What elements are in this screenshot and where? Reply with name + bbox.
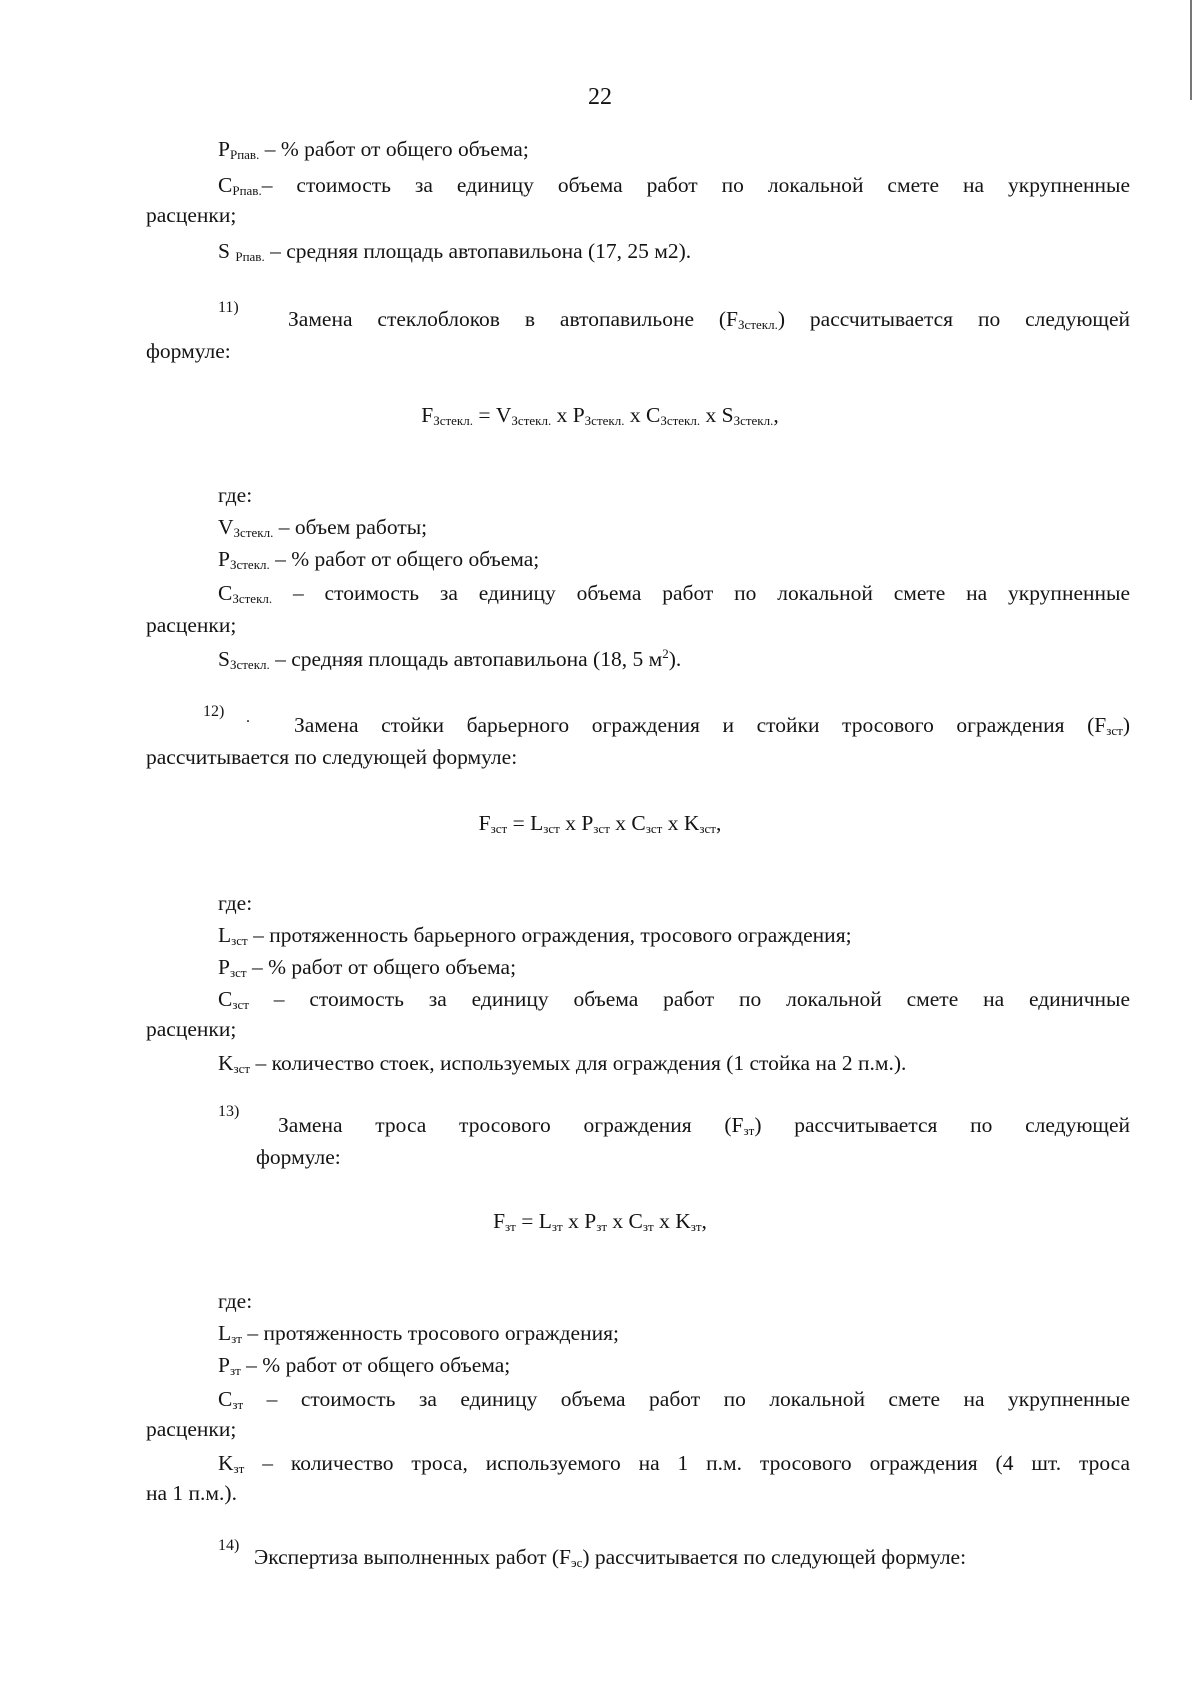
- item-11-intro: Замена стеклоблоков в автопавильоне $(F_{Зстекл.})$ рассчитывается по следующей: [288, 307, 1131, 332]
- definition-s-rpav: S $_{Рпав.}$ – средняя площадь автопавильона (17, 25 м2).: [218, 239, 692, 264]
- item-11-definition-c: $C_{Зстекл.}$ – стоимость за единицу объема работ по локальной смете на укрупненные: [218, 581, 1130, 606]
- item-11-definition-v: $V_{Зстекл.}$ – объем работы;: [218, 515, 428, 540]
- item-13-formula: $F_{зт} = L_{зт}$ x $P_{зт}$ x $C_{зт}$ x $K_{зт}$,: [493, 1209, 707, 1234]
- item-13-intro: Замена троса тросового ограждения $(F_{зт})$ рассчитывается по следующей: [278, 1113, 1130, 1138]
- item-13-intro-cont: формуле:: [256, 1145, 341, 1169]
- item-13-number: 13): [218, 1103, 240, 1120]
- definition-p-rpav: $P_{Рпав.}$ – % работ от общего объема;: [218, 137, 529, 162]
- item-12-intro: Замена стойки барьерного ограждения и стойки тросового ограждения $(F_{зст})$: [294, 713, 1130, 738]
- page-number: 22: [588, 84, 612, 110]
- item-13-definition-k-cont: на 1 п.м.).: [146, 1481, 237, 1505]
- item-11-definition-s: $S_{Зстекл.}$ – средняя площадь автопавильона (18, 5 $м^2$).: [218, 646, 682, 672]
- item-13-definition-c-cont: расценки;: [146, 1417, 237, 1441]
- item-12-definition-c-cont: расценки;: [146, 1017, 237, 1041]
- item-12-dot: .: [246, 709, 250, 726]
- item-14-number: 14): [218, 1537, 240, 1554]
- definition-c-rpav: $C_{Рпав.}-$ стоимость за единицу объема работ по локальной смете на укрупненные: [218, 173, 1130, 198]
- item-11-intro-cont: формуле:: [146, 339, 231, 363]
- item-13-definition-l: $L_{зт}$ – протяженность тросового ограждения;: [218, 1321, 619, 1346]
- item-11-where: где:: [218, 483, 253, 507]
- item-13-definition-c: $C_{зт}$ – стоимость за единицу объема работ по локальной смете на укрупненные: [218, 1387, 1130, 1412]
- item-11-definition-c-cont: расценки;: [146, 613, 237, 637]
- item-12-where: где:: [218, 891, 253, 915]
- item-11-number: 11): [218, 299, 239, 316]
- item-12-number: 12): [203, 703, 225, 720]
- item-13-definition-p: $P_{зт}$ – % работ от общего объема;: [218, 1353, 511, 1378]
- item-11-formula: $F_{Зстекл.} = V_{Зстекл.}$ x $P_{Зстекл.}$ x $C_{Зстекл.}$ x $S_{Зстекл.}$,: [421, 403, 779, 428]
- item-11-definition-p: $P_{Зстекл.}$ – % работ от общего объема;: [218, 547, 540, 572]
- item-14-intro: Экспертиза выполненных работ $(F_{эс})$ рассчитывается по следующей формуле:: [254, 1545, 967, 1570]
- item-12-definition-l: $L_{зст}$ – протяженность барьерного ограждения, тросового ограждения;: [218, 923, 852, 948]
- item-13-definition-k: $K_{зт}$ – количество троса, используемого на 1 п.м. тросового ограждения (4 шт. троса: [218, 1451, 1130, 1476]
- item-12-intro-cont: рассчитывается по следующей формуле:: [146, 745, 518, 769]
- item-12-definition-k: $K_{зст}$ – количество стоек, используемых для ограждения (1 стойка на 2 п.м.).: [218, 1051, 907, 1076]
- item-12-definition-c: $C_{зст}$ – стоимость за единицу объема работ по локальной смете на единичные: [218, 987, 1130, 1012]
- item-12-formula: $F_{зст} = L_{зст}$ x $P_{зст}$ x $C_{зст}$ x $K_{зст}$,: [478, 811, 722, 836]
- item-12-definition-p: $P_{зст}$ – % работ от общего объема;: [218, 955, 517, 980]
- definition-c-rpav-cont: расценки;: [146, 203, 237, 227]
- item-13-where: где:: [218, 1289, 253, 1313]
